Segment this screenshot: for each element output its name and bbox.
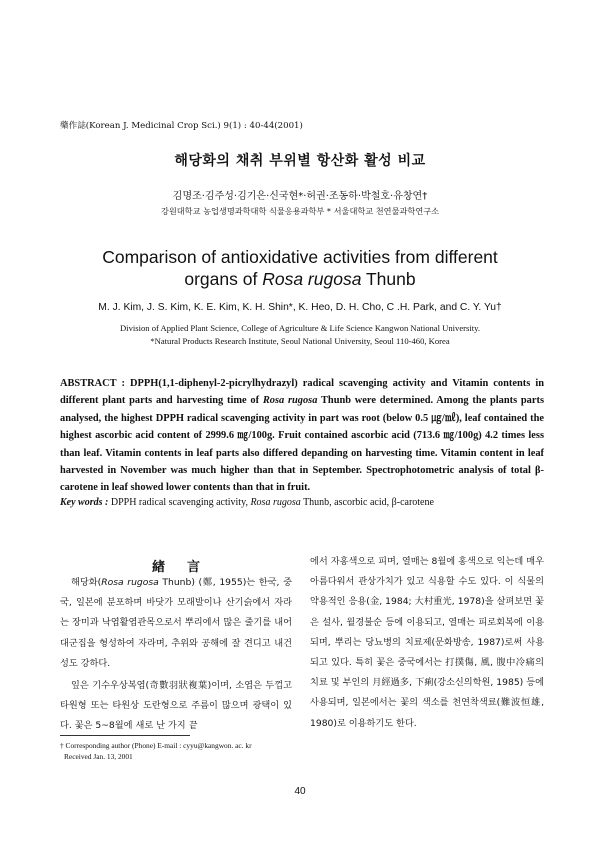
footnote	[60, 741, 252, 762]
abstract-text-part2: Thunb were determined. Among the plants parts analysed, the highest DPPH radical scavenging activity in part was root (below 0.5 ㎍/㎖), leaf contained the highest ascorbic acid content of 2999.6 ㎎/100g. Fruit contained ascorbic acid (713.6 ㎎/100g) 4.2 times less than leaf. Vitamin contents in leaf parts also differed depanding on harvesting time. Vitamin content in leaf harvested in November was much higher than that in September. Spectrophotometric analysis of total β-carotene in leaf showed lower contents than that in fruit.	[60, 395, 544, 494]
abstract-text-part1: DPPH(1,1-diphenyl-2-picrylhydrazyl) radical scavenging activity and Vitamin contents in different plant parts and harvesting time of	[60, 378, 544, 407]
abstract	[60, 375, 544, 497]
keywords-species: Rosa rugosa	[250, 497, 301, 508]
english-affiliation-line2: *Natural Products Research Institute, Seoul National University, Seoul 110-460, Korea	[150, 335, 450, 346]
english-title-line2-post: Thunb	[361, 269, 416, 289]
body-column-right	[310, 552, 544, 734]
korean-authors: 김명조·김주성·김기은·신국현*·허권·조동하·박철호·유창연†	[172, 191, 428, 202]
page-number: 40	[294, 786, 306, 797]
keywords-post: Thunb, ascorbic acid, β-carotene	[300, 497, 434, 508]
left-p1-species: Rosa rugosa	[101, 577, 159, 588]
body-column-left	[60, 573, 292, 737]
journal-citation: 藥作誌(Korean J. Medicinal Crop Sci.) 9(1) : 40-44(2001)	[60, 121, 303, 131]
korean-title: 해당화의 채취 부위별 항산화 활성 비교	[174, 153, 426, 169]
english-title	[0, 246, 600, 290]
english-title-line2	[0, 268, 600, 290]
english-title-line2-pre: organs of	[184, 269, 263, 289]
species-name: Rosa rugosa	[262, 269, 362, 289]
keywords-label: Key words :	[60, 497, 109, 508]
english-authors: M. J. Kim, J. S. Kim, K. E. Kim, K. H. Shin*, K. Heo, D. H. Cho, C .H. Park, and C. Y. Yu†	[98, 302, 502, 313]
keywords-pre: DPPH radical scavenging activity,	[108, 497, 251, 508]
paragraph	[60, 573, 292, 674]
footnote-received: Received Jan. 13, 2001	[64, 751, 133, 761]
paragraph: 에서 자홍색으로 피며, 열매는 8월에 홍색으로 익는데 매우 아름다워서 관상가치가 있고 식용할 수도 있다. 이 식물의 약용적인 응용(金, 1984; 大村重光, 1978)을 살펴보면 꽃은 설사, 월경불순 등에 이용되고, 열매는 피로회복에 이용되며, 뿌리는 당뇨병의 치료제(문화방송, 1987)로써 사용되고 있다. 특히 꽃은 중국에서는 打撲傷, 風, 腹中冷痛의 치료 및 부인의 月經過多, 下痢(강소신의학원, 1985) 등에 사용되며, 일본에서는 꽃의 색소를 천연착색료(難波恒雄, 1980)로 이용하기도 한다.	[310, 556, 544, 729]
footnote-divider	[60, 735, 190, 736]
left-p1-post: Thunb) (鄭, 1955)는 한국, 중국, 일본에 분포하며 바닷가 모래발이나 산기슭에서 자라는 장미과 낙엽활엽관목으로서 뿌리에서 많은 줄기를 내어 대군집을 형성하여 자라며, 추위와 공해에 잘 견디고 내건성도 강하다.	[60, 577, 292, 669]
english-title-line1: Comparison of antioxidative activities from different	[102, 247, 498, 267]
left-p1-pre: 해당화(	[71, 577, 102, 588]
abstract-species: Rosa rugosa	[262, 395, 318, 407]
korean-affiliation: 강원대학교 농업생명과학대학 식물응용과학부 * 서울대학교 천연물과학연구소	[160, 206, 440, 216]
keywords	[60, 497, 544, 508]
english-affiliation-line1: Division of Applied Plant Science, College of Agriculture & Life Science Kangwon National University.	[119, 323, 481, 333]
section-heading: 緖言	[151, 560, 222, 575]
english-affiliation	[0, 322, 600, 347]
abstract-label: ABSTRACT :	[60, 378, 125, 389]
paragraph: 잎은 기수우상복엽(奇數羽狀複葉)이며, 소엽은 두껍고 타원형 또는 타원상 도란형으로 주름이 많으며 광택이 있다. 꽃은 5~8월에 새로 난 가지 끝	[60, 680, 292, 732]
footnote-corresponding: † Corresponding author (Phone) E-mail : cyyu@kangwon. ac. kr	[60, 741, 252, 750]
